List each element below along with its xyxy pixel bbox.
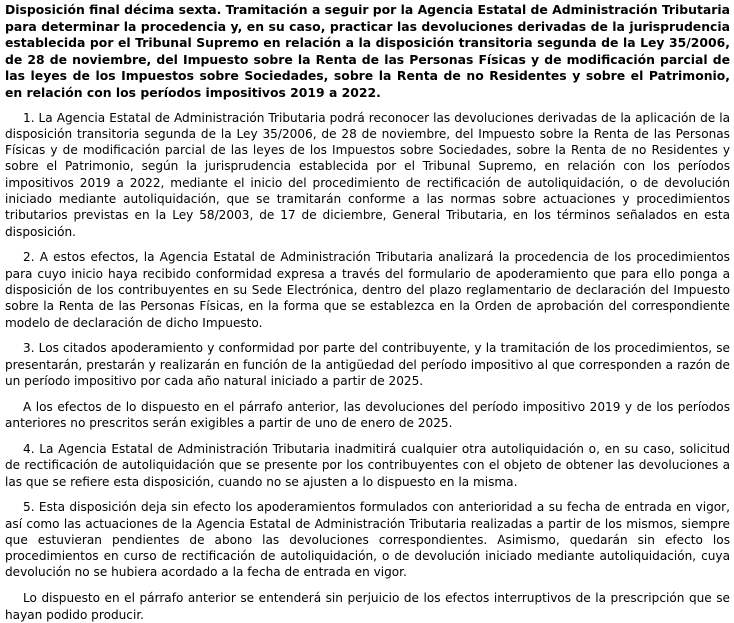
- paragraph-3-continuation: A los efectos de lo dispuesto en el párrafo anterior, las devoluciones del período impositivo 2019 y de los períodos anteriores no prescritos serán exigibles a partir de uno de enero de 2025.: [5, 399, 730, 431]
- disposition-heading: Disposición final décima sexta. Tramitación a seguir por la Agencia Estatal de Administración Tributaria para determinar la procedencia y, en su caso, practicar las devoluciones derivadas de la jurisprudencia establecida por el Tribunal Supremo en relación a la disposición transitoria segunda de la Ley 35/2006, de 28 de noviembre, del Impuesto sobre la Renta de las Personas Físicas y de modificación parcial de las leyes de los Impuestos sobre Sociedades, sobre la Renta de no Residentes y sobre el Patrimonio, en relación con los períodos impositivos 2019 a 2022.: [5, 2, 730, 100]
- paragraph-1: 1. La Agencia Estatal de Administración Tributaria podrá reconocer las devoluciones derivadas de la aplicación de la disposición transitoria segunda de la Ley 35/2006, de 28 de noviembre, del Impuesto sobre la Renta de las Personas Físicas y de modificación parcial de las leyes de los Impuestos sobre Sociedades, sobre la Renta de no Residentes y sobre el Patrimonio, según la jurisprudencia establecida por el Tribunal Supremo, en relación con los períodos impositivos 2019 a 2022, mediante el inicio del procedimiento de rectificación de autoliquidación, o de devolución iniciado mediante autoliquidación, que se tramitarán conforme a las normas sobre actuaciones y procedimientos tributarios previstas en la Ley 58/2003, de 17 de diciembre, General Tributaria, en los términos señalados en esta disposición.: [5, 110, 730, 239]
- paragraph-5-continuation: Lo dispuesto en el párrafo anterior se entenderá sin perjuicio de los efectos interruptivos de la prescripción que se hayan podido producir.: [5, 591, 730, 622]
- paragraph-2: 2. A estos efectos, la Agencia Estatal de Administración Tributaria analizará la procedencia de los procedimientos para cuyo inicio haya recibido conformidad expresa a través del formulario de apoderamiento que para ello ponga a disposición de los contribuyentes en su Sede Electrónica, dentro del plazo reglamentario de declaración del Impuesto sobre la Renta de las Personas Físicas, en la forma que se establezca en la Orden de aprobación del correspondiente modelo de declaración de dicho Impuesto.: [5, 250, 730, 330]
- paragraph-4: 4. La Agencia Estatal de Administración Tributaria inadmitirá cualquier otra autoliquidación o, en su caso, solicitud de rectificación de autoliquidación que se presente por los contribuyentes con el objeto de obtener las devoluciones a las que se refiere esta disposición, cuando no se ajusten a lo dispuesto en la misma.: [5, 441, 730, 489]
- paragraph-3: 3. Los citados apoderamiento y conformidad por parte del contribuyente, y la tramitación de los procedimientos, se presentarán, prestarán y realizarán en función de la antigüedad del período impositivo al que corresponden a razón de un período impositivo por cada año natural iniciado a partir de 2025.: [5, 341, 730, 389]
- paragraph-5: 5. Esta disposición deja sin efecto los apoderamientos formulados con anterioridad a su fecha de entrada en vigor, así como las actuaciones de la Agencia Estatal de Administración Tributaria realizadas a partir de los mismos, siempre que estuvieran pendientes de abono las devoluciones correspondientes. Asimismo, quedarán sin efecto los procedimientos en curso de rectificación de autoliquidación, o de devolución iniciado mediante autoliquidación, cuya devolución no se hubiera acordado a la fecha de entrada en vigor.: [5, 500, 730, 580]
